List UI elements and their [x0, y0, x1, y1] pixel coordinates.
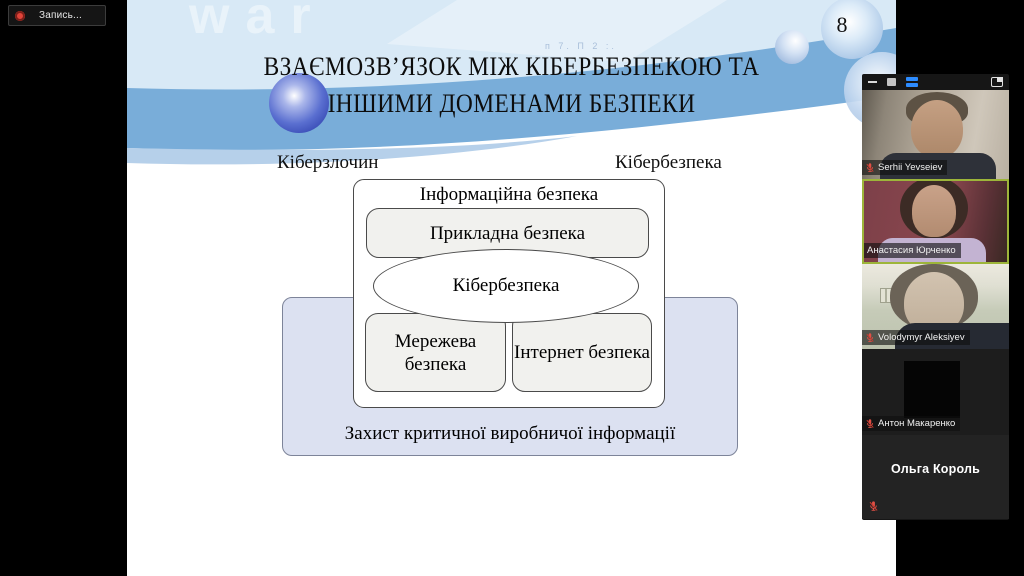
floating-video-panel: [862, 74, 1009, 520]
muted-mic-icon: [865, 419, 875, 429]
participant-name: Антон Макаренко: [878, 418, 956, 429]
diagram-network-security-box: Мережева безпека: [365, 313, 506, 392]
slide-title-line1: ВЗАЄМОЗВ’ЯЗОК МІЖ КІБЕРБЕЗПЕКОЮ ТА: [263, 52, 760, 81]
minimize-icon[interactable]: [868, 81, 877, 83]
participant-name-tag: [862, 416, 960, 431]
video-off-placeholder: [862, 435, 1009, 519]
diagram-label-cybersecurity: Кібербезпека: [615, 152, 722, 173]
slide-title-line2: ІНШИМИ ДОМЕНАМИ БЕЗПЕКИ: [327, 89, 696, 118]
recording-indicator: [8, 5, 106, 26]
recording-label: Запись...: [39, 10, 82, 21]
video-tile-volodymyr-aleksiyev[interactable]: [862, 264, 1009, 349]
muted-mic-icon: [865, 163, 875, 173]
diagram-label-cybercrime: Кіберзлочин: [277, 152, 379, 173]
participant-name: Ольга Король: [890, 461, 981, 476]
muted-mic-icon: [865, 333, 875, 343]
diagram-applied-security-box: Прикладна безпека: [366, 208, 649, 258]
diagram-critical-info-label: Захист критичної виробничої інформації: [344, 423, 676, 444]
muted-mic-icon: [868, 501, 879, 512]
video-tile-serhii-yevseiev[interactable]: [862, 90, 1009, 179]
participant-name: Анастасия Юрченко: [867, 245, 956, 256]
video-panel-header: [862, 74, 1009, 90]
window-icon[interactable]: [887, 78, 896, 86]
participant-name-tag: [862, 160, 947, 175]
shared-slide: [127, 0, 896, 576]
record-icon: [15, 11, 25, 21]
template-fragment-text: п 7. П 2 :.: [545, 41, 617, 51]
gallery-strip-icon[interactable]: [906, 77, 918, 87]
video-tile-anton-makarenko[interactable]: [862, 349, 1009, 435]
participant-name: Volodymyr Aleksiyev: [878, 332, 965, 343]
slide-title: [165, 48, 857, 122]
participant-name-tag: [862, 330, 970, 345]
diagram-cybersecurity-ellipse: Кібербезпека: [373, 249, 639, 323]
template-watermark: war: [189, 0, 327, 45]
popout-icon[interactable]: [991, 77, 1003, 87]
participant-name: Serhii Yevseiev: [878, 162, 943, 173]
video-tile-anastasia-yurchenko[interactable]: [862, 179, 1009, 264]
camera-covered-video: [904, 361, 960, 418]
diagram-info-security-label: Інформаційна безпека: [419, 184, 599, 205]
diagram-internet-security-box: Інтернет безпека: [512, 313, 652, 392]
slide-page-number: 8: [836, 12, 848, 37]
participant-name-tag: [864, 243, 961, 258]
video-tile-olga-korol[interactable]: [862, 435, 1009, 519]
